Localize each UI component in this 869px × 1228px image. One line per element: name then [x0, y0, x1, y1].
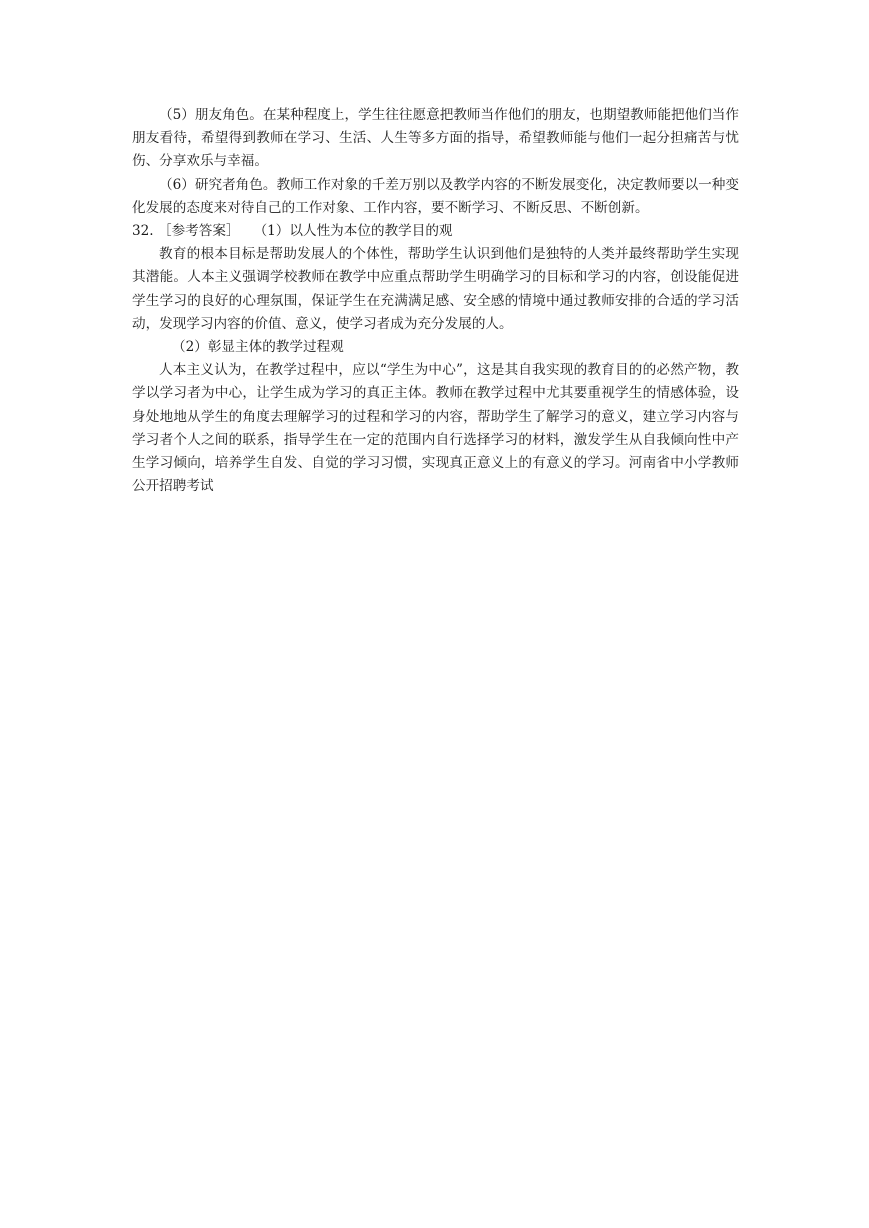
section-heading-1: （1）以人性为本位的教学目的观	[253, 223, 453, 240]
paragraph-teaching-process: 人本主义认为，在教学过程中，应以“学生为中心”，这是其自我实现的教育目的的必然产物，教学以学习者为中心，让学生成为学习的真正主体。教师在教学过程中尤其要重视学生的情感体验，设身处地地从学生的角度去理解学习的过程和学习的内容，帮助学生了解学习的意义，建立学习内容与学习者个人之间的联系，指导学生在一定的范围内自行选择学习的材料，激发学生从自我倾向性中产生学习倾向，培养学生自发、自觉的学习习惯，实现真正意义上的有意义的学习。河南省中小学教师公开招聘考试	[132, 362, 739, 495]
reference-answer-tag: ［参考答案］	[158, 223, 240, 240]
document-body	[132, 104, 739, 498]
question-32-header	[132, 220, 739, 243]
section-heading-2: （2）彰显主体的教学过程观	[172, 339, 344, 356]
paragraph-friend-role: （5）朋友角色。在某种程度上，学生往往愿意把教师当作他们的朋友，也期望教师能把他们当作朋友看待，希望得到教师在学习、生活、人生等多方面的指导，希望教师能与他们一起分担痛苦与忧伤、分享欢乐与幸福。	[132, 107, 739, 170]
paragraph-researcher-role: （6）研究者角色。教师工作对象的千差万别以及教学内容的不断发展变化，决定教师要以一种变化发展的态度来对待自己的工作对象、工作内容，要不断学习、不断反思、不断创新。	[132, 176, 739, 216]
paragraph-teaching-purpose: 教育的根本目标是帮助发展人的个体性，帮助学生认识到他们是独特的人类并最终帮助学生实现其潜能。人本主义强调学校教师在教学中应重点帮助学生明确学习的目标和学习的内容，创设能促进学生学习的良好的心理氛围，保证学生在充满满足感、安全感的情境中通过教师安排的合适的学习活动，发现学习内容的价值、意义，使学习者成为充分发展的人。	[132, 246, 739, 332]
question-number: 32.	[132, 223, 154, 240]
